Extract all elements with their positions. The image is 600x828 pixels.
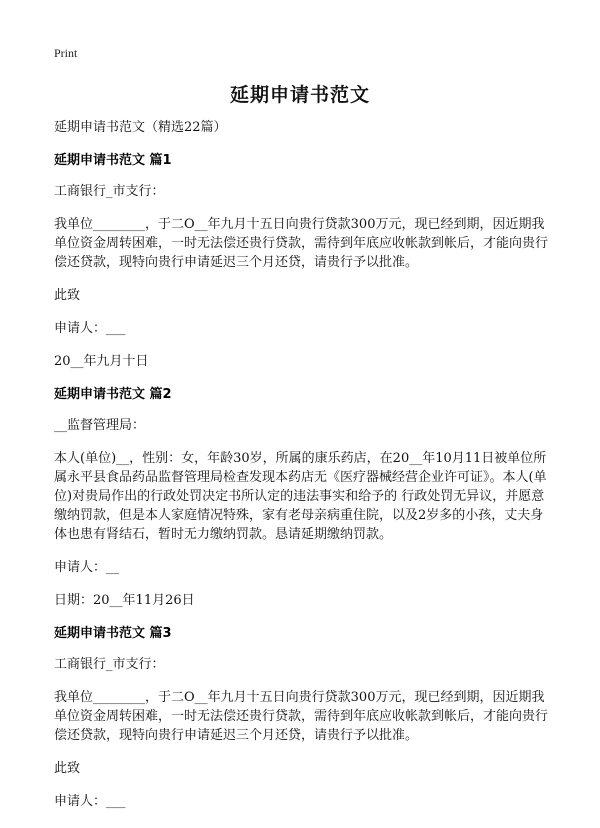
section-3 — [54, 624, 550, 811]
document-body — [54, 118, 550, 825]
section-body: 我单位________，于二O__年九月十五日向贵行贷款300万元，现已经到期，因近期我单位资金周转困难，一时无法偿还贵行贷款，需待到年底应收帐款到帐后，才能向贵行偿还贷款，现特向贵行申请延迟三个月还贷，请贵行予以批准。 — [54, 690, 549, 743]
section-body: 我单位________，于二O__年九月十五日向贵行贷款300万元，现已经到期，因近期我单位资金周转困难，一时无法偿还贵行贷款，需待到年底应收帐款到帐后，才能向贵行偿还贷款，现特向贵行申请延迟三个月还贷，请贵行予以批准。 — [54, 217, 549, 270]
section-addressee: 工商银行_市支行： — [54, 657, 165, 672]
section-closing: 此致 — [54, 288, 81, 303]
section-1 — [54, 151, 550, 371]
section-heading: 延期申请书范文 篇2 — [54, 387, 172, 402]
section-heading: 延期申请书范文 篇3 — [54, 626, 172, 641]
section-body: 本人(单位)__，性别：女，年龄30岁，所属的康乐药店，在20__年10月11日被单位所属永平县食品药品监督管理局检查发现本药店无《医疗器械经营企业许可证》。本人(单位)对贵局作出的行政处罚决定书所认定的违法事实和给予的 行政处罚无异议，并愿意缴纳罚款，但是本人家庭情况特殊，家有老母亲病重住院，以及2岁多的小孩，丈夫身体也患有肾结石，暂时无力缴纳罚款。恳请延期缴纳罚款。 — [54, 451, 547, 542]
section-heading: 延期申请书范文 篇1 — [54, 153, 172, 168]
section-closing: 此致 — [54, 761, 81, 776]
document-subtitle: 延期申请书范文（精选22篇） — [54, 120, 227, 135]
print-label: Print — [54, 46, 78, 60]
section-date: 20__年九月十日 — [54, 354, 149, 369]
section-2 — [54, 385, 550, 610]
section-addressee: __监督管理局： — [54, 418, 146, 433]
section-date: 日期：20__年11月26日 — [54, 593, 195, 608]
section-applicant: 申请人：__ — [54, 560, 120, 575]
section-applicant: 申请人：___ — [54, 794, 126, 809]
document-title: 延期申请书范文 — [229, 84, 370, 106]
section-applicant: 申请人：___ — [54, 321, 126, 336]
section-addressee: 工商银行_市支行： — [54, 184, 165, 199]
